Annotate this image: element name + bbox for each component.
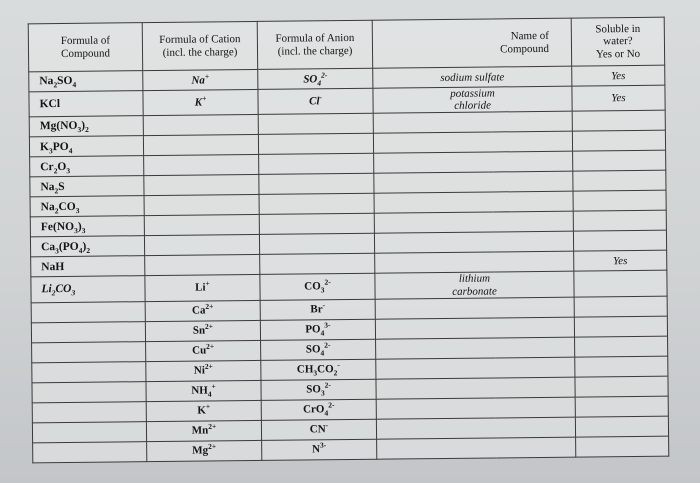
formula-part: Sn	[192, 324, 206, 337]
formula-part: SO	[303, 72, 318, 85]
formula-part: 3-	[324, 320, 331, 330]
formula-part: 2-	[321, 70, 328, 80]
header-anion: Formula of Anion (incl. the charge)	[257, 20, 372, 69]
formula-part: )	[82, 240, 87, 253]
cell-name	[374, 192, 573, 214]
cell-name	[376, 397, 575, 419]
cell-soluble	[576, 436, 669, 457]
cell-anion	[261, 419, 376, 440]
formula-part: 2	[51, 288, 56, 298]
cell-name	[373, 66, 572, 88]
formula-part: SO	[57, 75, 73, 88]
cell-anion	[260, 254, 375, 275]
header-formula: Formula of Compound	[28, 23, 142, 72]
formula-part: K	[194, 96, 203, 109]
cell-formula	[32, 401, 146, 422]
formula-part: 4	[207, 389, 212, 399]
formula-part: 3	[77, 125, 82, 135]
cell-formula	[30, 216, 144, 237]
formula-part: 2+	[204, 321, 214, 331]
formula-part: Mn	[191, 424, 209, 437]
cell-soluble: Yes	[574, 251, 667, 272]
cell-anion	[261, 339, 376, 360]
formula-part: 2	[333, 368, 338, 378]
cell-cation	[146, 360, 261, 381]
formula-part: 2-	[328, 400, 335, 410]
formula-part: NaH	[41, 260, 65, 273]
formula-part: NH	[191, 384, 208, 397]
cell-anion	[258, 134, 373, 155]
formula-part: Ca	[191, 304, 206, 317]
formula-part: CN	[309, 423, 326, 436]
formula-part: SO	[306, 383, 321, 396]
cell-cation	[143, 90, 258, 116]
cell-name	[375, 252, 574, 274]
cell-cation	[144, 175, 259, 196]
formula-part: +	[205, 279, 210, 289]
formula-part: 2-	[324, 278, 331, 288]
cell-anion	[261, 359, 376, 380]
formula-part: 2+	[205, 301, 214, 311]
cell-anion	[261, 399, 376, 420]
formula-part: Ca	[40, 240, 56, 253]
formula-part: 3	[75, 205, 80, 215]
cell-anion	[259, 154, 374, 175]
formula-part: 2+	[206, 341, 215, 351]
formula-part: PO	[305, 323, 321, 336]
cell-cation	[143, 69, 258, 90]
cell-cation	[145, 275, 260, 301]
cell-formula	[31, 321, 145, 342]
formula-part: 4	[78, 245, 83, 255]
cell-soluble	[575, 416, 668, 437]
formula-part: Mg(NO	[39, 120, 78, 133]
cell-formula	[30, 236, 144, 257]
cell-soluble	[574, 271, 667, 297]
name-line: chloride	[454, 99, 491, 113]
cell-formula	[30, 196, 144, 217]
cell-soluble	[573, 211, 666, 232]
formula-part: +	[204, 71, 210, 81]
formula-part: CO	[55, 283, 72, 296]
formula-part: 2+	[204, 361, 213, 371]
cell-cation	[146, 400, 261, 421]
cell-soluble	[575, 356, 668, 377]
formula-part: 3	[74, 225, 78, 235]
formula-part: 2	[54, 185, 59, 195]
formula-part: )	[77, 220, 82, 233]
formula-part: +	[211, 381, 216, 391]
formula-part: 3	[55, 245, 59, 255]
formula-part: 4	[68, 145, 73, 155]
cell-anion	[260, 319, 375, 340]
formula-part: K	[39, 140, 50, 153]
formula-part: +	[201, 93, 207, 104]
formula-part: 2	[85, 125, 89, 135]
formula-part: Na	[40, 180, 55, 193]
cell-soluble	[573, 150, 666, 171]
cell-formula	[30, 156, 144, 177]
formula-part: 4	[320, 348, 325, 358]
cell-formula	[31, 276, 145, 302]
formula-part: -	[322, 300, 326, 310]
cell-cation	[143, 115, 258, 136]
cell-anion	[259, 174, 374, 195]
formula-part: Ni	[193, 364, 205, 377]
cell-anion	[258, 114, 373, 135]
formula-part: S	[58, 180, 65, 193]
formula-part: CO	[304, 280, 321, 293]
formula-part: 2	[53, 80, 58, 90]
solubility-table	[28, 17, 670, 464]
cell-name	[376, 357, 575, 379]
formula-part: 2	[53, 165, 58, 175]
cell-cation	[144, 195, 259, 216]
formula-part: 4	[72, 80, 77, 90]
formula-part: Li	[41, 283, 52, 296]
cell-soluble	[575, 336, 668, 357]
formula-part: 3	[320, 285, 325, 295]
name-line: lithium	[458, 272, 491, 286]
formula-part: 3	[66, 165, 71, 175]
cell-soluble	[574, 296, 667, 317]
formula-part: Na	[40, 200, 55, 213]
cell-name	[374, 151, 573, 173]
cell-anion	[260, 299, 375, 320]
cell-soluble	[573, 171, 666, 192]
cell-anion	[258, 88, 373, 114]
name-line: potassium	[450, 87, 495, 101]
formula-part: 3	[313, 368, 318, 378]
formula-part: 3-	[319, 440, 327, 450]
formula-part: 2+	[208, 421, 217, 432]
cell-soluble	[573, 231, 666, 252]
cell-anion	[262, 439, 377, 460]
cell-formula	[29, 136, 143, 157]
cell-cation	[145, 300, 260, 321]
cell-name	[373, 111, 572, 133]
formula-part: -	[337, 360, 340, 370]
cell-name	[375, 297, 574, 319]
cell-formula	[31, 301, 145, 322]
formula-part: PO	[52, 140, 69, 153]
cell-formula	[30, 176, 144, 197]
formula-part: 2-	[324, 340, 331, 350]
cell-name	[376, 377, 575, 399]
cell-formula	[32, 421, 146, 442]
cell-name	[374, 232, 573, 254]
formula-part: 3	[81, 225, 86, 235]
formula-part: CO	[58, 200, 76, 213]
cell-anion	[259, 194, 374, 215]
formula-part: Li	[195, 281, 206, 295]
cell-name	[375, 317, 574, 339]
cell-formula	[32, 341, 146, 362]
cell-soluble	[573, 191, 666, 212]
cell-formula	[29, 116, 143, 137]
formula-part: Na	[39, 75, 54, 88]
cell-soluble	[572, 110, 665, 131]
header-row	[28, 17, 664, 72]
formula-part: 4	[324, 408, 329, 418]
header-cation: Formula of Cation (incl. the charge)	[142, 21, 257, 70]
formula-part: 3	[48, 145, 53, 155]
cell-soluble	[575, 396, 668, 417]
formula-part: (PO	[58, 240, 79, 253]
cell-name	[376, 337, 575, 359]
formula-part: Cr	[40, 160, 54, 173]
cell-formula	[32, 361, 146, 382]
cell-name	[374, 212, 573, 234]
cell-name	[373, 86, 572, 113]
cell-name	[376, 417, 575, 439]
cell-cation	[145, 255, 260, 276]
formula-part: Na	[191, 74, 205, 87]
cell-formula	[32, 381, 146, 402]
formula-part: SO	[305, 343, 321, 356]
cell-soluble: Yes	[572, 65, 665, 86]
cell-anion	[259, 214, 374, 235]
formula-part: 2-	[324, 380, 331, 390]
formula-part: Cu	[192, 344, 207, 357]
formula-part: +	[205, 401, 211, 412]
header-name: Name of Compound	[372, 18, 571, 68]
cell-cation	[144, 215, 259, 236]
formula-part: 3	[320, 388, 325, 398]
cell-cation	[146, 380, 261, 401]
formula-part: 2+	[208, 442, 217, 452]
cell-cation	[147, 440, 262, 461]
name-line: sodium sulfate	[440, 70, 505, 84]
cell-cation	[144, 155, 259, 176]
formula-part: )	[81, 120, 86, 133]
formula-part: N	[312, 443, 321, 456]
cell-name	[374, 171, 573, 193]
cell-name	[373, 131, 572, 153]
formula-part: 4	[320, 328, 325, 338]
cell-name	[375, 272, 574, 299]
cell-cation	[146, 340, 261, 361]
header-soluble: Soluble in water? Yes or No	[571, 17, 664, 66]
cell-formula	[29, 91, 143, 117]
cell-anion	[259, 234, 374, 255]
cell-soluble	[575, 376, 668, 397]
formula-part: -	[325, 420, 329, 430]
cell-soluble	[574, 316, 667, 337]
formula-part: -	[319, 92, 323, 102]
cell-cation	[143, 135, 258, 156]
formula-part: 2	[54, 205, 59, 215]
cell-formula	[29, 71, 143, 92]
formula-part: Mg	[192, 444, 209, 457]
table-body	[28, 17, 669, 463]
formula-part: 3	[71, 288, 76, 298]
formula-part: Br	[310, 303, 323, 316]
cell-soluble	[572, 130, 665, 151]
formula-part: 4	[317, 77, 322, 88]
name-line: carbonate	[452, 284, 497, 298]
formula-part: Fe(NO	[40, 220, 75, 233]
cell-formula	[33, 441, 147, 462]
formula-part: CH	[296, 363, 314, 376]
cell-formula	[31, 256, 145, 277]
formula-part: Cl	[309, 95, 320, 108]
cell-cation	[145, 320, 260, 341]
formula-part: CO	[317, 363, 334, 376]
cell-anion	[258, 68, 373, 89]
cell-cation	[144, 235, 259, 256]
worksheet-paper	[28, 17, 669, 464]
cell-name	[377, 437, 576, 459]
formula-part: CrO	[303, 403, 325, 416]
formula-part: 2	[86, 245, 91, 255]
formula-part: K	[197, 404, 206, 417]
formula-part: KCl	[39, 97, 61, 111]
cell-soluble: Yes	[572, 85, 665, 111]
formula-part: O	[57, 160, 67, 173]
cell-anion	[260, 274, 375, 300]
cell-cation	[146, 420, 261, 441]
cell-anion	[261, 379, 376, 400]
